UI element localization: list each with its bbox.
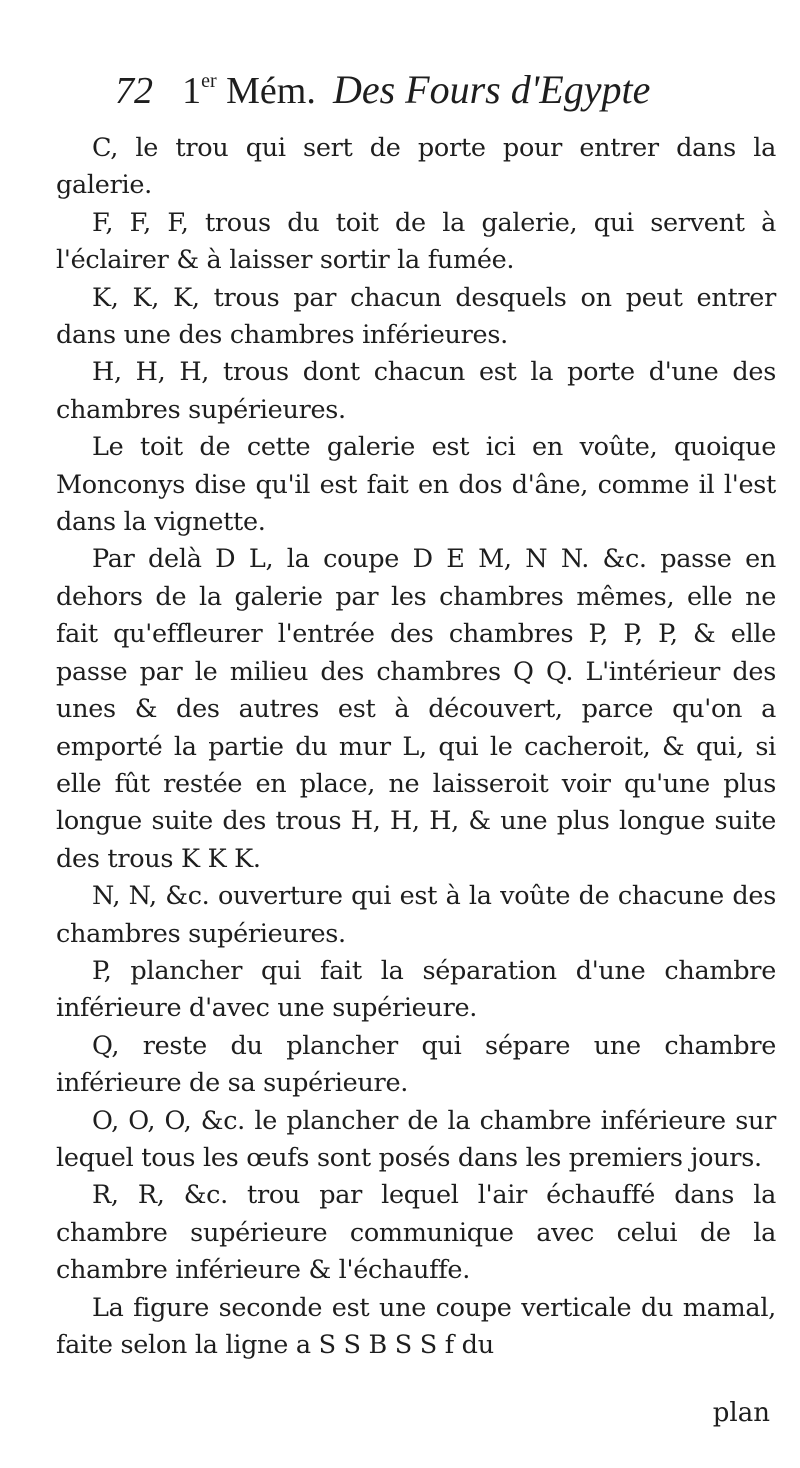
paragraph-n: N, N, &c. ouverture qui est à la voûte de chacune des chambres supérieures. (56, 881, 776, 949)
paragraph-toit: Le toit de cette galerie est ici en voûte, quoique Monconys dise qu'il est fait en dos d'âne, comme il l'est dans la vignette. (56, 432, 776, 538)
paragraph-figure: La figure seconde est une coupe verticale du mamal, faite selon la ligne a S S B S S f du (56, 1292, 776, 1360)
paragraph-r: R, R, &c. trou par lequel l'air échauffé dans la chambre supérieure communique avec celui de la chambre inférieure & l'échauffe. (56, 1180, 776, 1286)
catchword: plan (712, 1398, 770, 1428)
paragraph-p: P, plancher qui fait la séparation d'une chambre inférieure d'avec une supérieure. (56, 955, 776, 1024)
paragraph-o: O, O, O, &c. le plancher de la chambre inférieure sur lequel tous les œufs sont posés dans les premiers jours. (56, 1105, 776, 1173)
paragraph-c: C, le trou qui sert de porte pour entrer dans la galerie. (56, 133, 776, 201)
paragraph-k: K, K, K, trous par chacun desquels on peut entrer dans une des chambres inférieures. (56, 282, 776, 351)
paragraph-coupe: Par delà D L, la coupe D E M, N N. &c. passe en dehors de la galerie par les chambres mêmes, elle ne fait qu'effleurer l'entrée des chambres P, P, P, & elle passe par le milieu des chambres Q Q. L'intérieur des unes & des autres est à découvert, parce qu'on a emporté la partie du mur L, qui le cacheroit, & qui, si elle fût restée en place, ne laisseroit voir qu'une plus longue suite des trous H, H, H, & une plus longue suite des trous K K K. (56, 544, 776, 874)
section-superscript: er (201, 70, 217, 92)
paragraph-h: H, H, H, trous dont chacun est la porte d'une des chambres supérieures. (56, 357, 776, 425)
paragraph-q: Q, reste du plancher qui sépare une chambre inférieure de sa supérieure. (56, 1030, 776, 1099)
paragraph-f: F, F, F, trous du toit de la galerie, qui servent à l'éclairer & à laisser sortir la fumée. (56, 207, 776, 276)
page-number: 72 (115, 70, 153, 112)
section-label (182, 70, 316, 112)
section-number: 1 (182, 70, 202, 112)
section-suffix: Mém. (216, 70, 316, 112)
page-header (115, 66, 775, 116)
body-text (56, 130, 776, 1364)
running-title: Des Fours d'Egypte (332, 67, 651, 112)
